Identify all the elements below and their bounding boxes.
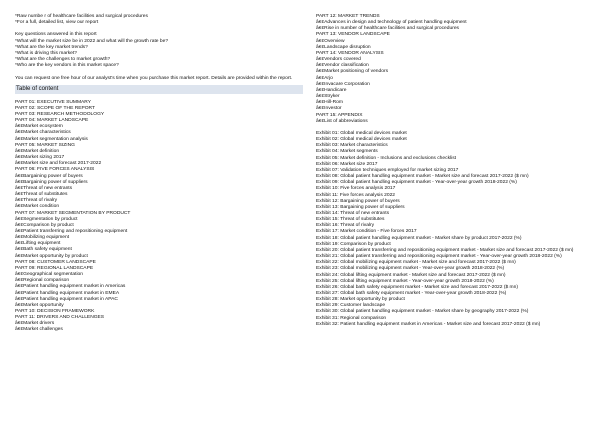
toc-item: â€¢Market opportunity [15,302,64,308]
toc-item: PART 15: APPENDIX [316,112,363,118]
toc-item: â€¢Lifting equipment [15,241,61,247]
exhibit-item: Exhibit 30: Global patient handling equipment market - Market share by geography 2017-2022 (%) [316,309,529,315]
exhibit-item: Exhibit 21: Global patient transferring and repositioning equipment market - Year-over-year growth 2018-2022 (%) [316,254,562,260]
exhibit-item: Exhibit 17: Market condition - Five forces 2017 [316,229,417,235]
intro-line: *Raw numbe r of healthcare facilities and surgical procedures [15,14,148,19]
key-question: *What are the key market trends? [15,44,88,50]
toc-item: â€¢Market definition [15,148,60,154]
toc-item: PART 04: MARKET LANDSCAPE [15,118,89,124]
toc-item: â€¢Patient handling equipment market in EMEA [15,290,120,296]
exhibit-item: Exhibit 11: Five forces analysis 2022 [316,192,396,198]
exhibit-item: Exhibit 32: Patient handling equipment market in Americas - Market size and forecast 2017-2022 ($ mn) [316,321,541,327]
exhibit-item: Exhibit 10: Five forces analysis 2017 [316,186,396,192]
key-question: *What is driving this market? [15,50,77,56]
exhibit-item: Exhibit 13: Bargaining power of suppliers [316,204,405,210]
toc-item: â€¢Bath safety equipment [15,247,72,253]
exhibit-item: Exhibit 20: Global patient transferring and repositioning equipment market - Market size and forecast 2017-2022 ($ mn) [316,247,574,253]
toc-item: â€¢Threat of rivalry [15,198,58,204]
toc-list [15,100,303,334]
exhibit-item: Exhibit 15: Threat of substitutes [316,217,385,223]
toc-item: PART 02: SCOPE OF THE REPORT [15,105,95,111]
toc-item: â€¢Rise in number of healthcare facilities and surgical procedures [316,26,459,32]
toc-item: â€¢Vendors covered [316,57,361,63]
toc-item: â€¢Overview [316,38,345,44]
toc-item: â€¢Bargaining power of suppliers [15,179,88,185]
right-column [316,14,584,328]
toc-heading: Table of content [15,85,303,94]
toc-item: â€¢Market opportunity by product [15,253,88,259]
toc-item: â€¢Market characteristics [15,130,71,136]
exhibit-item: Exhibit 08: Global patient handling equipment market - Market size and forecast 2017-2022 ($ mn) [316,174,529,180]
exhibit-item: Exhibit 14: Threat of new entrants [316,210,390,216]
toc-item: â€¢Market challenges [15,327,63,333]
exhibit-item: Exhibit 26: Global bath safety equipment market - Market size and forecast 2017-2022 ($ mn) [316,284,518,290]
toc-item: â€¢Vendor classification [316,63,369,69]
toc-item: â€¢Threat of substitutes [15,192,68,198]
exhibit-item: Exhibit 01: Global medical devices market [316,130,407,136]
exhibit-item: Exhibit 04: Market segments [316,149,378,155]
toc-item: â€¢Market positioning of vendors [316,69,389,75]
toc-item: â€¢Arjo [316,75,333,81]
toc-item: PART 11: DRIVERS AND CHALLENGES [15,315,105,321]
toc-item: â€¢Stryker [316,94,340,100]
key-questions-title: Key questions answered in this report [15,32,97,38]
toc-item: â€¢Patient transferring and repositioning equipment [15,228,128,234]
toc-item: PART 05: MARKET SIZING [15,142,75,148]
toc-item: PART 10: DECISION FRAMEWORK [15,309,95,314]
toc-item: â€¢Market condition [15,204,60,210]
exhibit-item: Exhibit 29: Customer landscape [316,303,386,309]
exhibit-item: Exhibit 28: Market opportunity by product [316,297,405,303]
exhibit-item: Exhibit 03: Market characteristics [316,143,388,149]
left-column [15,14,303,334]
toc-item: â€¢Market ecosystem [15,124,63,130]
toc-item: â€¢Market drivers [15,321,55,327]
exhibit-item: Exhibit 18: Global patient handling equipment market - Market share by product 2017-2022 (%) [316,235,522,241]
exhibit-item: Exhibit 27: Global bath safety equipment market - Year-over-year growth 2018-2022 (%) [316,291,507,297]
exhibit-item: Exhibit 25: Global lifting equipment market - Year-over-year growth 2018-2022 (%) [316,278,494,284]
intro-line: *For a full, detailed list, view our report [15,20,99,26]
exhibit-item: Exhibit 23: Global mobilizing equipment market - Year-over-year growth 2018-2022 (%) [316,266,505,272]
key-question: *What are the challenges to market growth? [15,57,111,63]
toc-continued-list [316,14,584,125]
exhibit-item: Exhibit 07: Validation techniques employed for market sizing 2017 [316,167,459,173]
toc-item: â€¢Threat of new entrants [15,185,73,191]
toc-item: â€¢Bargaining power of buyers [15,173,83,179]
exhibit-item: Exhibit 02: Global medical devices market [316,137,407,143]
exhibit-item: Exhibit 12: Bargaining power of buyers [316,198,400,204]
toc-item: â€¢Handicare [316,87,347,93]
toc-item: PART 01: EXECUTIVE SUMMARY [15,99,92,105]
toc-item: â€¢Patient handling equipment market in Americas [15,284,126,290]
toc-item: â€¢Market size and forecast 2017-2022 [15,161,102,167]
toc-item: PART 12: MARKET TRENDS [316,14,380,19]
toc-item: PART 03: RESEARCH METHODOLOGY [15,112,105,117]
exhibit-item: Exhibit 22: Global mobilizing equipment market - Market size and forecast 2017-2022 ($ mn) [316,260,516,266]
exhibit-item: Exhibit 06: Market size 2017 [316,161,378,167]
toc-item: â€¢Landscape disruption [316,44,371,50]
toc-item: â€¢Market segmentation analysis [15,136,88,142]
exhibit-item: Exhibit 24: Global lifting equipment market - Market size and forecast 2017-2022 ($ mn) [316,272,506,278]
toc-item: PART 09: REGIONAL LANDSCAPE [15,265,94,271]
toc-item: â€¢Comparison by product [15,222,74,228]
toc-item: PART 13: VENDOR LANDSCAPE [316,32,390,38]
toc-item: PART 14: VENDOR ANALYSIS [316,50,384,56]
key-question: *Who are the key vendors in this market space? [15,63,119,69]
toc-item: â€¢Advances in design and technology of patient handling equipment [316,20,467,26]
exhibit-item: Exhibit 19: Comparison by product [316,241,391,247]
toc-item: â€¢Investor [316,106,342,112]
toc-item: â€¢List of abbreviations [316,118,368,124]
toc-item: â€¢Regional comparison [15,278,70,284]
exhibit-item: Exhibit 16: Threat of rivalry [316,223,375,229]
toc-item: â€¢Segmentation by product [15,216,78,222]
toc-item: â€¢Hill-Rom [316,100,343,106]
toc-item: PART 08: CUSTOMER LANDSCAPE [15,259,96,265]
toc-item: PART 06: FIVE FORCES ANALYSIS [15,167,95,173]
toc-item: â€¢Invacare Corporation [316,81,370,87]
toc-item: PART 07: MARKET SEGMENTATION BY PRODUCT [15,210,131,216]
toc-item: â€¢Patient handling equipment market in APAC [15,296,118,302]
exhibit-list [316,131,584,328]
toc-item: â€¢Mobilizing equipment [15,235,70,241]
exhibit-item: Exhibit 09: Global patient handling equipment market - Year-over-year growth 2018-2022 (%) [316,180,517,186]
exhibit-item: Exhibit 05: Market definition - Inclusions and exclusions checklist [316,155,456,161]
key-question: *What will the market size be in 2022 and what will the growth rate be? [15,38,169,44]
request-paragraph: You can request one free hour of our analyst's time when you purchase this market report. Details are provided within the report. [15,75,293,81]
exhibit-item: Exhibit 31: Regional comparison [316,315,387,321]
toc-item: â€¢Market sizing 2017 [15,155,65,161]
toc-item: â€¢Geographical segmentation [15,272,83,278]
